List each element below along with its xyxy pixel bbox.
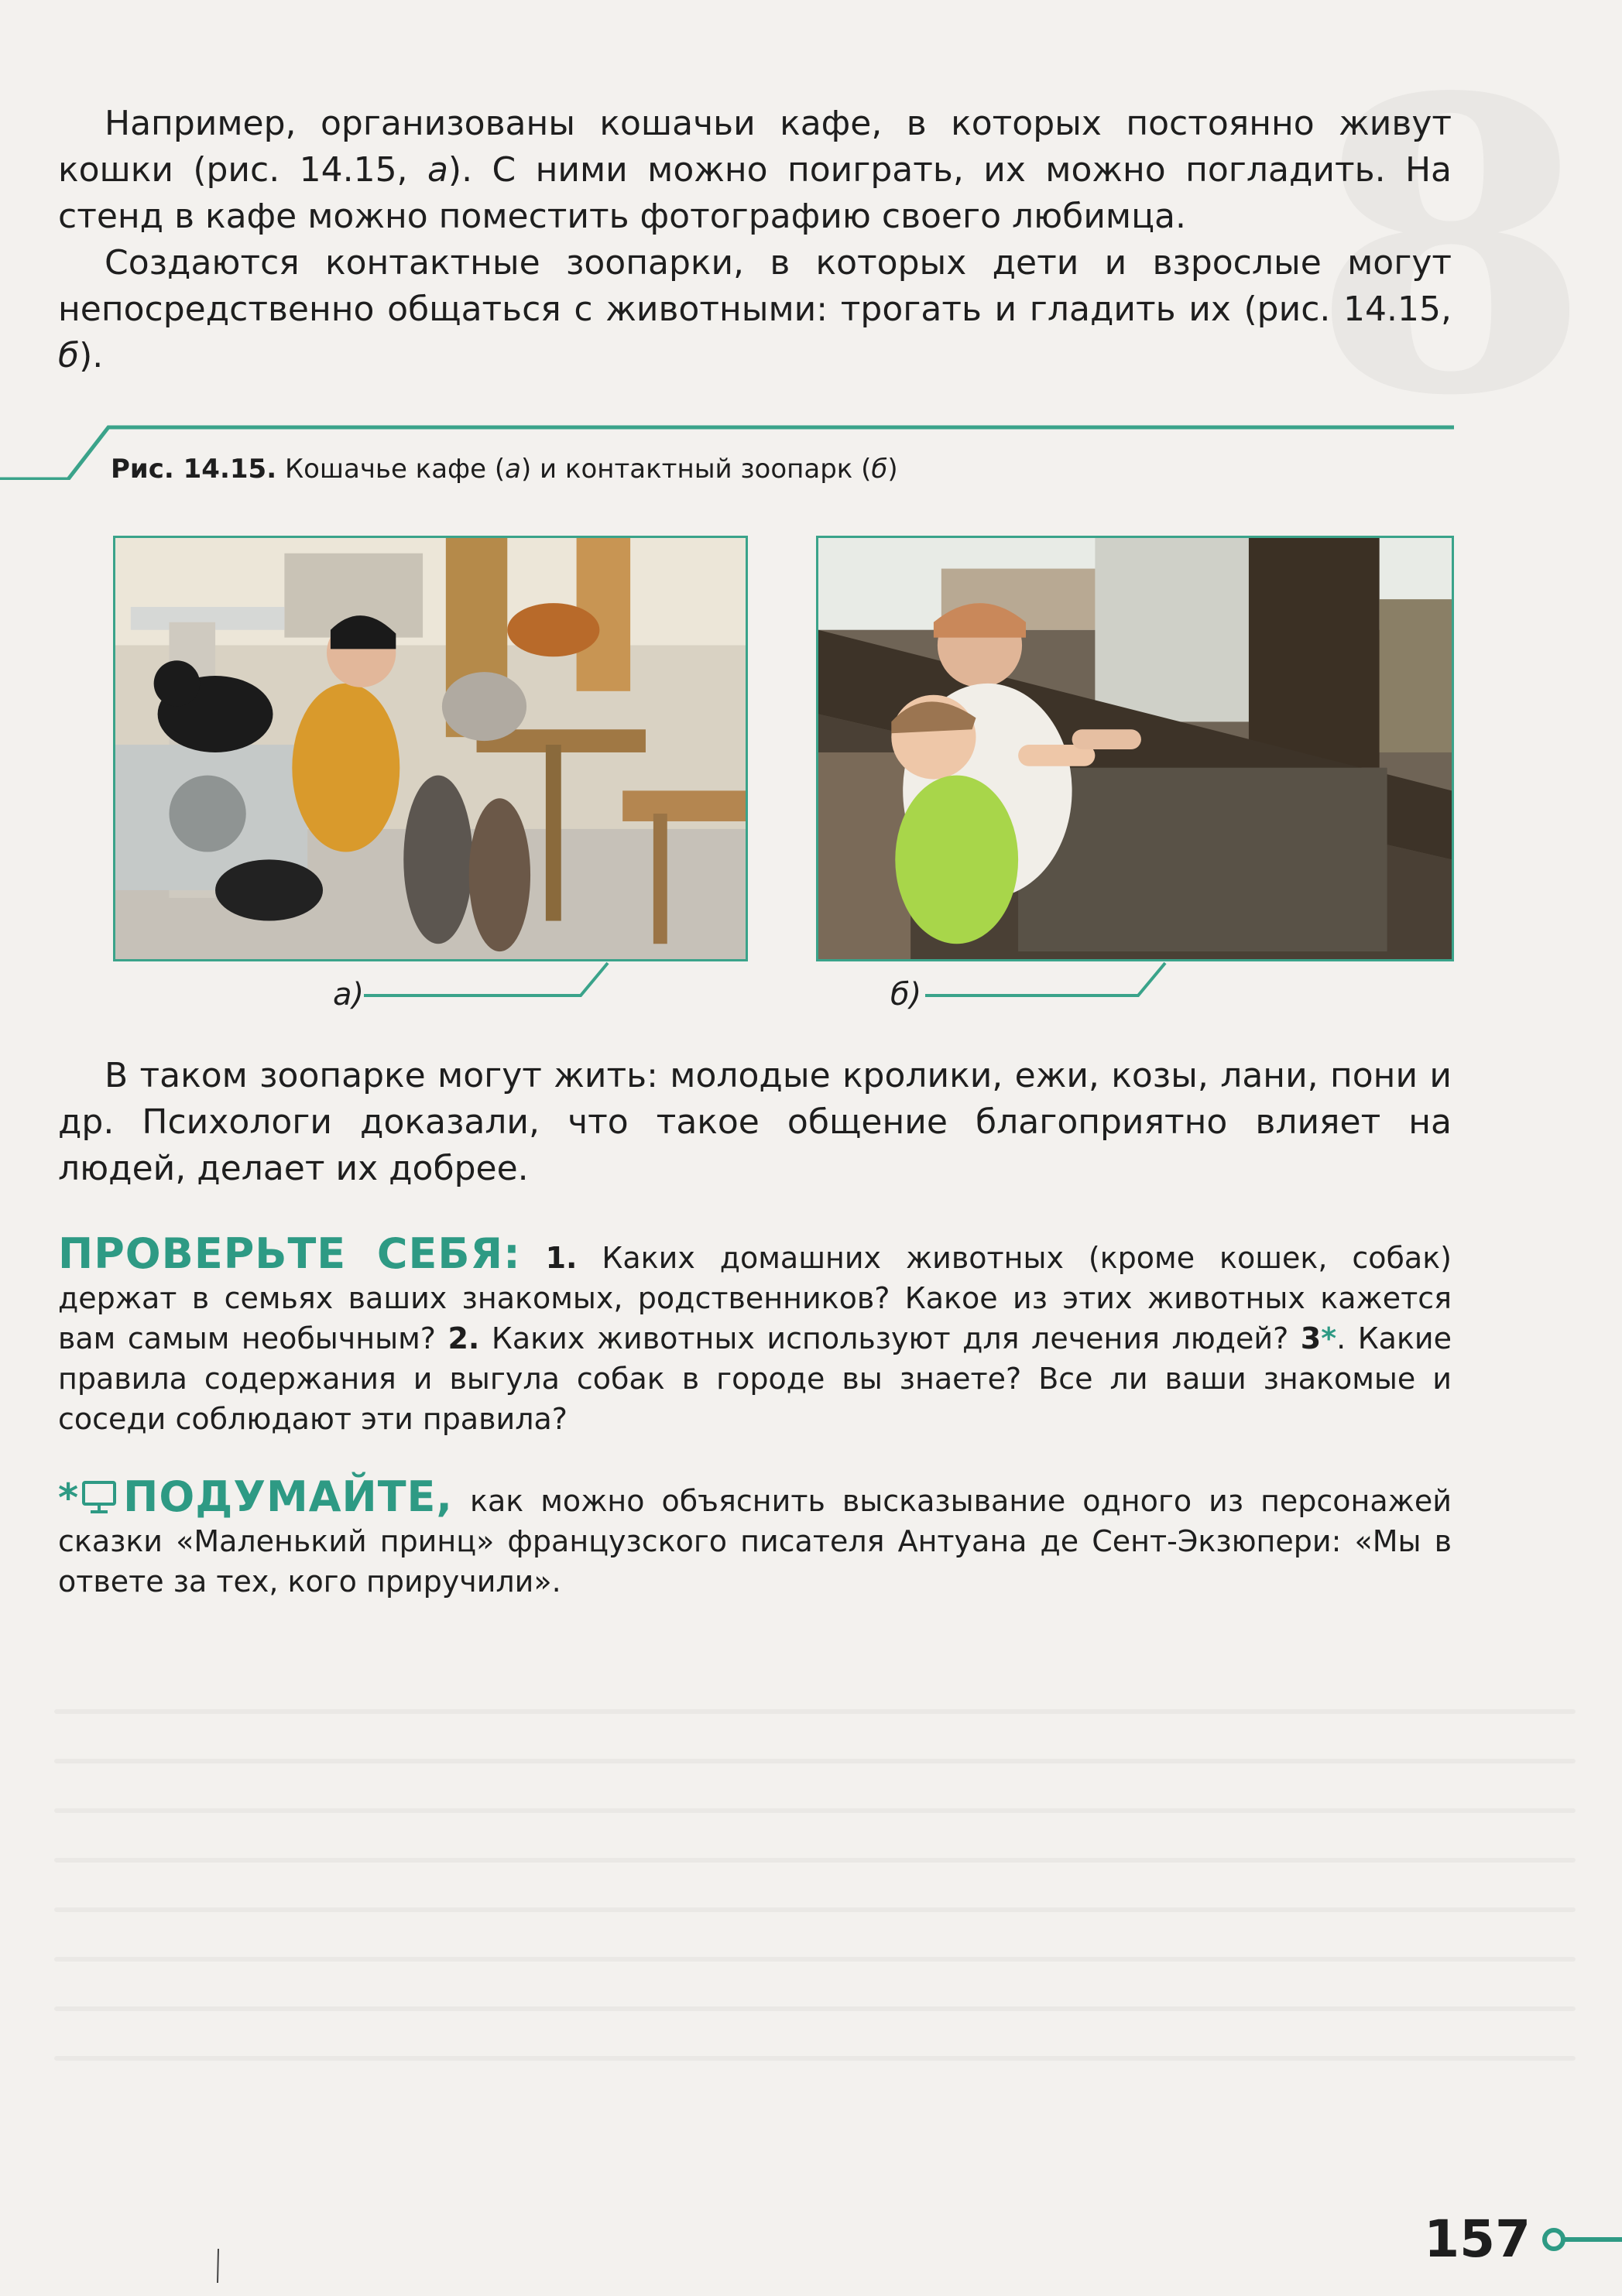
figure-sublabel-leaders [0, 960, 1622, 1014]
think-block: * ПОДУМАЙТЕ, как можно объяснить высказывание одного из персонажей сказки «Маленький принц» французского писателя Антуана де Сент-Экзюпери: «Мы в ответе за тех, кого приручили». [58, 1472, 1452, 1599]
figure-caption: Рис. 14.15. Кошачье кафе (а) и контактный зоопарк (б) [111, 454, 898, 485]
figure-label-a: а) [333, 977, 365, 1013]
paragraph-cat-cafe: Например, организованы кошачьи кафе, в которых постоянно живут кошки (рис. 14.15, а). С ними можно поиграть, их можно погладить. На стенд в кафе можно поместить фотографию своего любимца. [58, 104, 1452, 236]
photo-cat-cafe [113, 536, 748, 961]
page-number: 157 [1424, 2209, 1531, 2269]
bleed-through-glyph: 8 [1311, 11, 1591, 484]
monitor-icon [81, 1480, 117, 1514]
check-yourself-heading: ПРОВЕРЬТЕ СЕБЯ: [58, 1229, 521, 1278]
bleed-through-lines [54, 1664, 1576, 2144]
check-yourself-block: ПРОВЕРЬТЕ СЕБЯ: 1. Каких домашних животных (кроме кошек, собак) держат в семьях ваших знакомых, родственников? Какое из этих животных кажется вам самым необычным? 2. Каких животных используют для лечения людей? 3*. Какие правила содержания и выгула собак в городе вы знаете? Все ли ваши знакомые и соседи соблюдают эти правила? [58, 1229, 1452, 1436]
figure-number: Рис. 14.15. [111, 454, 277, 485]
think-heading: ПОДУМАЙТЕ, [123, 1472, 453, 1521]
paragraph-zoo-animals: В таком зоопарке могут жить: молодые кролики, ежи, козы, лани, пони и др. Психологи доказали, что такое общение благоприятно влияет на людей, делает их добрее. [58, 1056, 1452, 1188]
photo-contact-zoo [816, 536, 1454, 961]
figure-label-b: б) [890, 977, 922, 1013]
page-number-decoration [1531, 2224, 1622, 2255]
pencil-mark [217, 2249, 220, 2283]
paragraph-contact-zoo: Создаются контактные зоопарки, в которых дети и взрослые могут непосредственно общаться с животными: трогать и гладить их (рис. 14.15, б). [58, 243, 1452, 375]
